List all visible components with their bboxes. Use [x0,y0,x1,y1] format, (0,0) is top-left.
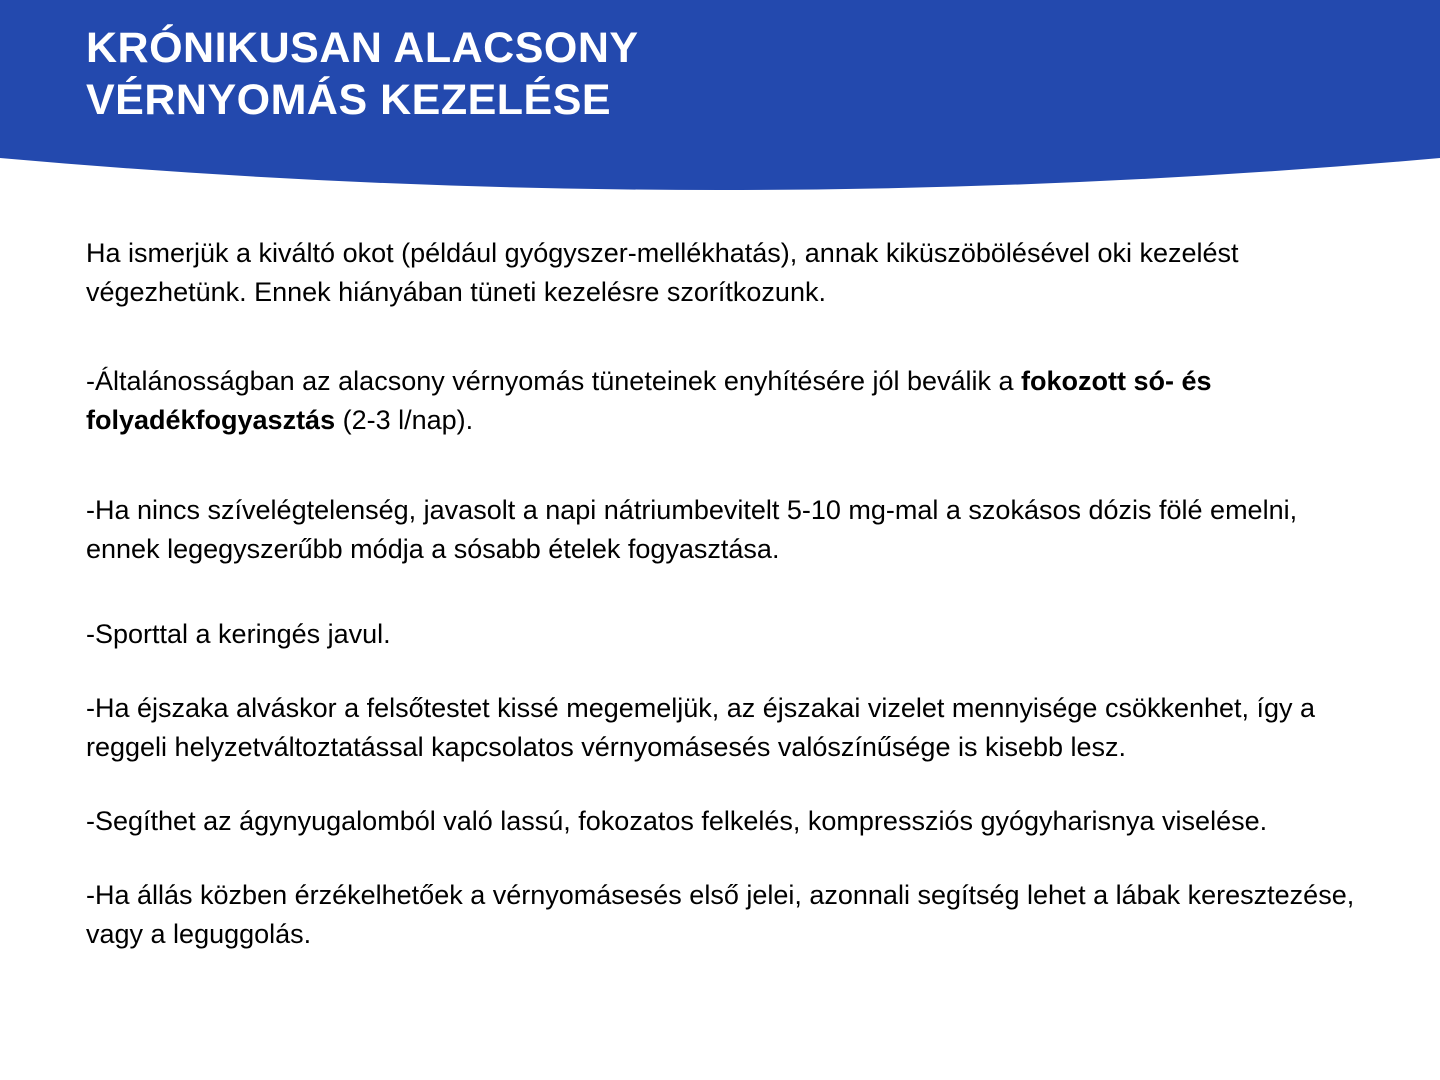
paragraph-salt-fluid-text-start: -Általánosságban az alacsony vérnyomás tüneteinek enyhítésére jól beválik a [86,366,1022,396]
slide-title-line-2: VÉRNYOMÁS KEZELÉSE [86,76,612,124]
slide-title-line-1: KRÓNIKUSAN ALACSONY [86,24,639,72]
paragraph-salt-fluid-emphasis: fokozott só- és folyadékfogyasztás [86,366,1212,435]
paragraph-salt-fluid-text-end: (2-3 l/nap). [335,405,474,435]
slide-body [86,234,1376,954]
paragraph-night-posture: -Ha éjszaka alváskor a felsőtestet kissé megemeljük, az éjszakai vizelet mennyisége csökkenhet, így a reggeli helyzetváltoztatással kapcsolatos vérnyomásesés valószínűsége is kisebb lesz. [86,693,1316,762]
paragraph-slow-rising: -Segíthet az ágynyugalomból való lassú, fokozatos felkelés, kompressziós gyógyharisnya viselése. [86,806,1268,836]
paragraph-cause-treatment: Ha ismerjük a kiváltó okot (például gyógyszer-mellékhatás), annak kiküszöbölésével oki kezelést végezhetünk. Ennek hiányában tüneti kezelésre szorítkozunk. [86,238,1239,307]
paragraph-standing-tips: -Ha állás közben érzékelhetőek a vérnyomásesés első jelei, azonnali segítség lehet a lábak keresztezése, vagy a leguggolás. [86,880,1355,949]
paragraph-salt-fluid [86,362,1376,440]
slide-header [0,0,1440,200]
paragraph-sport: -Sporttal a keringés javul. [86,619,391,649]
slide-title [86,22,639,126]
paragraph-sodium-intake: -Ha nincs szívelégtelenség, javasolt a napi nátriumbevitelt 5-10 mg-mal a szokásos dózis fölé emelni, ennek legegyszerűbb módja a sósabb ételek fogyasztása. [86,495,1298,564]
